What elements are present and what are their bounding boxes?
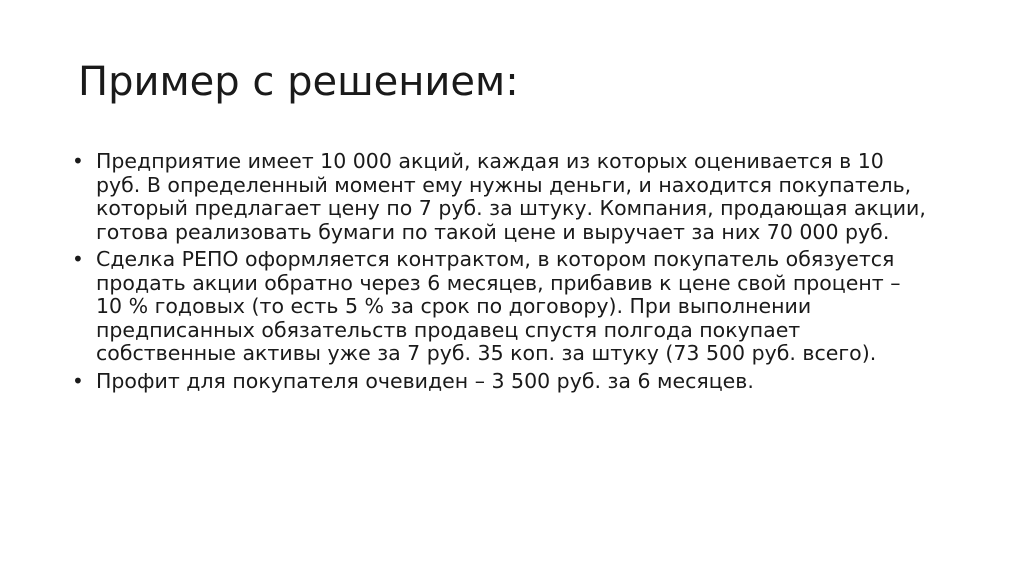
bullet-text: Профит для покупателя очевиден – 3 500 руб. за 6 месяцев. <box>96 368 754 393</box>
bullet-marker: • <box>72 368 84 393</box>
bullet-item-buyer-profit <box>70 370 930 394</box>
bullet-item-repo-deal <box>70 248 930 366</box>
bullet-list <box>70 150 930 397</box>
bullet-item-company-shares <box>70 150 930 244</box>
slide-title: Пример с решением: <box>78 59 519 105</box>
bullet-text: Предприятие имеет 10 000 акций, каждая из которых оценивается в 10 руб. В определенный момент ему нужны деньги, и находится покупатель, который предлагает цену по 7 руб. за штуку. Компания, продающая акции, готова реализовать бумаги по такой цене и выручает за них 70 000 руб. <box>96 149 926 244</box>
bullet-marker: • <box>72 247 84 271</box>
bullet-text: Сделка РЕПО оформляется контрактом, в котором покупатель обязуется продать акции обратно через 6 месяцев, прибавив к цене свой процент – 10 % годовых (то есть 5 % за срок по договору). При выполнении предписанных обязательств продавец спустя полгода покупает собственные активы уже за 7 руб. 35 коп. за штуку (73 500 руб. всего). <box>96 247 901 365</box>
bullet-marker: • <box>72 149 84 173</box>
